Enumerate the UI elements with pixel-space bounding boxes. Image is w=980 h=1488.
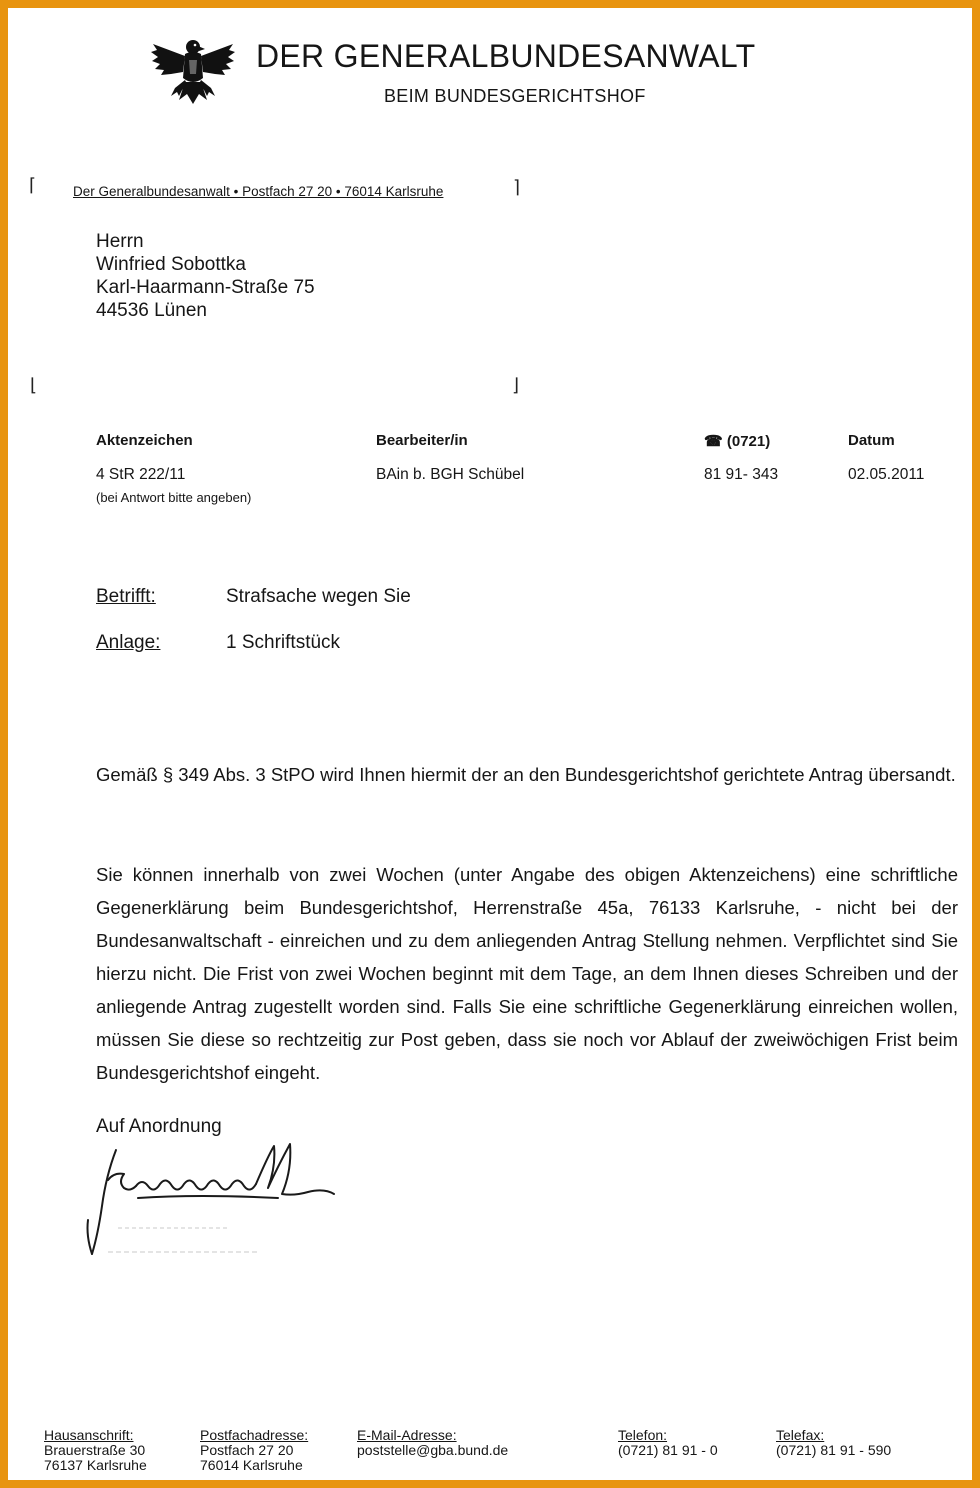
file-number-note: (bei Antwort bitte angeben): [96, 490, 252, 505]
letter-page: [8, 8, 972, 1480]
telephone-icon: ☎: [704, 433, 723, 450]
file-number-value: 4 StR 222/11: [96, 466, 186, 483]
footer-email-label: E-Mail-Adresse:: [357, 1427, 457, 1443]
phone-header: [704, 432, 770, 450]
phone-area-code: (0721): [726, 433, 771, 450]
subject-value: Strafsache wegen Sie: [226, 586, 411, 607]
agency-subtitle: BEIM BUNDESGERICHTSHOF: [384, 86, 646, 106]
footer-email: [357, 1428, 508, 1458]
footer-phone-label: Telefon:: [618, 1427, 668, 1443]
agency-name: DER GENERALBUNDESANWALT: [256, 38, 756, 74]
recipient-street: Karl-Haarmann-Straße 75: [96, 277, 315, 298]
recipient-name: Winfried Sobottka: [96, 254, 246, 275]
date-label: Datum: [848, 432, 895, 449]
footer-po-city: 76014 Karlsruhe: [200, 1457, 303, 1473]
window-corner-top-right: ⌉: [513, 177, 521, 197]
footer-phone-value: (0721) 81 91 - 0: [618, 1442, 718, 1458]
footer-fax: [776, 1428, 891, 1458]
attachment-value: 1 Schriftstück: [226, 632, 341, 653]
footer-house-address: [44, 1428, 147, 1473]
return-address-line: Der Generalbundesanwalt • Postfach 27 20 • 76014 Karlsruhe: [73, 184, 444, 199]
window-corner-bottom-left: ⌊: [30, 375, 38, 395]
window-corner-bottom-right: ⌋: [512, 375, 520, 395]
footer-house-label: Hausanschrift:: [44, 1427, 134, 1443]
recipient-address: [96, 230, 315, 322]
closing-phrase: Auf Anordnung: [96, 1116, 222, 1137]
clerk-label: Bearbeiter/in: [376, 432, 468, 449]
footer-po-box: Postfach 27 20: [200, 1442, 294, 1458]
federal-eagle-emblem: [149, 34, 237, 112]
footer-po-label: Postfachadresse:: [200, 1427, 309, 1443]
handwritten-signature: [78, 1136, 348, 1266]
footer-po-address: [200, 1428, 308, 1473]
recipient-city: 44536 Lünen: [96, 300, 207, 321]
phone-extension: 81 91- 343: [704, 466, 779, 483]
subject-label: Betrifft:: [96, 586, 156, 607]
footer-phone: [618, 1428, 718, 1458]
footer-house-city: 76137 Karlsruhe: [44, 1457, 147, 1473]
body-paragraph-2: Sie können innerhalb von zwei Wochen (unter Angabe des obigen Aktenzeichens) eine schriftliche Gegenerklärung beim Bundesgerichtshof, Herrenstraße 45a, 76133 Karlsruhe, - nicht bei der Bundesanwaltschaft - einreichen und zu dem anliegenden Antrag Stellung nehmen. Verpflichtet sind Sie hierzu nicht. Die Frist von zwei Wochen beginnt mit dem Tage, an dem Ihnen dieses Schreiben und der anliegende Antrag zugestellt worden sind. Falls Sie eine schriftliche Gegenerklärung einreichen wollen, müssen Sie diese so rechtzeitig zur Post geben, dass sie noch vor Ablauf der zweiwöchigen Frist beim Bundesgerichtshof eingeht.: [96, 864, 958, 1083]
window-corner-top-left: ⌈: [29, 175, 37, 195]
clerk-value: BAin b. BGH Schübel: [376, 466, 525, 483]
footer-email-value: poststelle@gba.bund.de: [357, 1442, 509, 1458]
footer-house-street: Brauerstraße 30: [44, 1442, 146, 1458]
file-number-label: Aktenzeichen: [96, 432, 193, 449]
footer-fax-value: (0721) 81 91 - 590: [776, 1442, 892, 1458]
body-paragraph-1: Gemäß § 349 Abs. 3 StPO wird Ihnen hiermit der an den Bundesgerichtshof gerichtete Antrag übersandt.: [96, 764, 956, 785]
attachment-label: Anlage:: [96, 632, 161, 653]
date-value: 02.05.2011: [848, 466, 925, 483]
recipient-salutation: Herrn: [96, 231, 144, 252]
footer-fax-label: Telefax:: [776, 1427, 825, 1443]
